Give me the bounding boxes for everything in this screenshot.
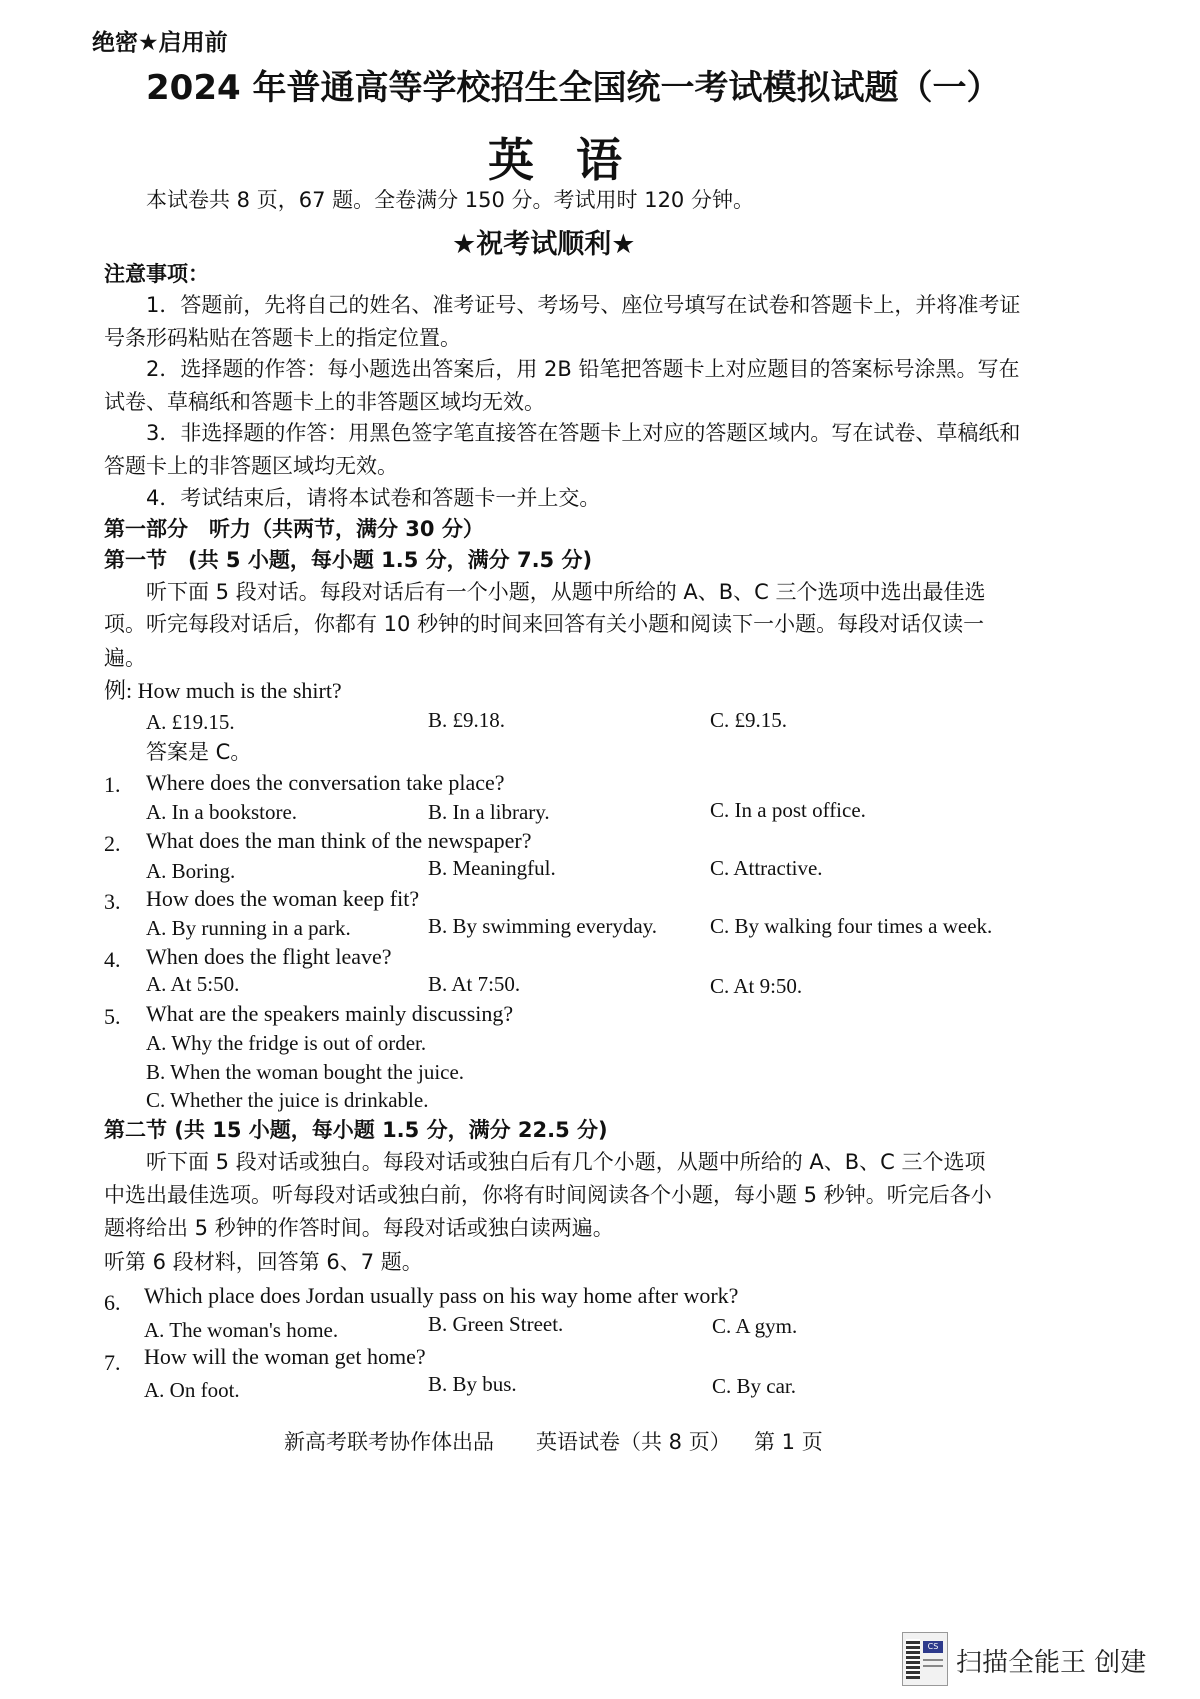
- notes-heading: 注意事项：: [104, 262, 209, 286]
- option-c: C. By car.: [712, 1374, 796, 1398]
- note-1-line-2: 号条形码粘贴在答题卡上的指定位置。: [104, 326, 461, 350]
- option-b: B. By bus.: [428, 1372, 517, 1396]
- option-a: A. Why the fridge is out of order.: [146, 1031, 427, 1055]
- note-2-line-2: 试卷、草稿纸和答题卡上的非答题区域均无效。: [104, 390, 545, 414]
- note-1-line-1: 1．答题前，先将自己的姓名、准考证号、考场号、座位号填写在试卷和答题卡上，并将准考证: [146, 293, 1021, 317]
- question-text: Which place does Jordan usually pass on his way home after work?: [144, 1283, 739, 1308]
- option-a: A. On foot.: [144, 1378, 240, 1402]
- option-b: B. At 7:50.: [428, 972, 521, 996]
- section2-heading: 第二节 (共 15 小题，每小题 1.5 分，满分 22.5 分): [104, 1118, 608, 1142]
- option-b: B. By swimming everyday.: [428, 914, 658, 938]
- option-b: B. Green Street.: [428, 1312, 564, 1336]
- section2-instructions-line-1: 听下面 5 段对话或独白。每段对话或独白后有几个小题，从题中所给的 A、B、C 三个选项: [146, 1150, 986, 1174]
- footer-paper-info: 英语试卷（共 8 页）: [536, 1430, 731, 1454]
- section2-instructions-line-3: 题将给出 5 秒钟的作答时间。每段对话或独白读两遍。: [104, 1216, 614, 1240]
- note-3-line-1: 3．非选择题的作答：用黑色签字笔直接答在答题卡上对应的答题区域内。写在试卷、草稿纸和: [146, 421, 1021, 445]
- footer-publisher: 新高考联考协作体出品: [284, 1430, 494, 1454]
- option-a: A. The woman's home.: [144, 1318, 339, 1342]
- question-text: When does the flight leave?: [146, 944, 392, 969]
- example-option-a: A. £19.15.: [146, 710, 235, 734]
- option-c: C. At 9:50.: [710, 974, 803, 998]
- question-text: Where does the conversation take place?: [146, 770, 505, 795]
- question-text: How will the woman get home?: [144, 1344, 426, 1369]
- page-title: 2024 年普通高等学校招生全国统一考试模拟试题（一）: [146, 68, 1001, 108]
- footer-page-number: 第 1 页: [754, 1430, 823, 1454]
- option-b: B. In a library.: [428, 800, 550, 824]
- camscanner-logo: [902, 1632, 948, 1686]
- option-c: C. Whether the juice is drinkable.: [146, 1088, 429, 1112]
- option-c: C. In a post office.: [710, 798, 866, 822]
- option-a: A. In a bookstore.: [146, 800, 298, 824]
- question-number: 4.: [104, 947, 121, 972]
- question-number: 5.: [104, 1004, 121, 1029]
- option-a: A. Boring.: [146, 859, 236, 883]
- confidential-mark: 绝密★启用前: [92, 30, 228, 56]
- question-text: How does the woman keep fit?: [146, 886, 420, 911]
- option-b: B. Meaningful.: [428, 856, 556, 880]
- qr-code-icon: [906, 1639, 920, 1679]
- section2-instructions-line-2: 中选出最佳选项。听每段对话或独白前，你将有时间阅读各个小题，每小题 5 秒钟。听完后各小: [104, 1183, 992, 1207]
- question-number: 6.: [104, 1290, 121, 1315]
- part1-heading: 第一部分 听力（共两节，满分 30 分）: [104, 517, 484, 541]
- logo-line: [923, 1659, 943, 1661]
- question-number: 1.: [104, 772, 121, 797]
- camscanner-badge: CS: [923, 1641, 943, 1653]
- question-number: 2.: [104, 831, 121, 856]
- section1-instructions-line-3: 遍。: [104, 646, 146, 670]
- example-question: 例: How much is the shirt?: [104, 678, 342, 703]
- subject-title: 英语: [488, 133, 664, 187]
- section1-heading: 第一节 (共 5 小题，每小题 1.5 分，满分 7.5 分): [104, 548, 593, 572]
- good-luck-banner: ★祝考试顺利★: [452, 229, 636, 260]
- question-text: What does the man think of the newspaper?: [146, 828, 532, 853]
- option-c: C. By walking four times a week.: [710, 914, 993, 938]
- question-number: 3.: [104, 889, 121, 914]
- option-a: A. By running in a park.: [146, 916, 351, 940]
- exam-info: 本试卷共 8 页，67 题。全卷满分 150 分。考试用时 120 分钟。: [146, 188, 754, 212]
- option-a: A. At 5:50.: [146, 972, 240, 996]
- logo-line: [923, 1665, 943, 1667]
- note-2-line-1: 2．选择题的作答：每小题选出答案后，用 2B 铅笔把答题卡上对应题目的答案标号涂黑。写在: [146, 357, 1020, 381]
- option-c: C. Attractive.: [710, 856, 823, 880]
- section1-instructions-line-2: 项。听完每段对话后，你都有 10 秒钟的时间来回答有关小题和阅读下一小题。每段对话仅读一: [104, 612, 985, 636]
- scanner-watermark-text: 扫描全能王 创建: [956, 1648, 1147, 1678]
- material-6-label: 听第 6 段材料，回答第 6、7 题。: [104, 1250, 423, 1274]
- option-b: B. When the woman bought the juice.: [146, 1060, 465, 1084]
- example-answer: 答案是 C。: [146, 740, 252, 764]
- question-number: 7.: [104, 1350, 121, 1375]
- example-option-b: B. £9.18.: [428, 708, 506, 732]
- example-option-c: C. £9.15.: [710, 708, 788, 732]
- question-text: What are the speakers mainly discussing?: [146, 1001, 514, 1026]
- note-4: 4．考试结束后，请将本试卷和答题卡一并上交。: [146, 486, 601, 510]
- section1-instructions-line-1: 听下面 5 段对话。每段对话后有一个小题，从题中所给的 A、B、C 三个选项中选出最佳选: [146, 580, 986, 604]
- note-3-line-2: 答题卡上的非答题区域均无效。: [104, 454, 398, 478]
- option-c: C. A gym.: [712, 1314, 798, 1338]
